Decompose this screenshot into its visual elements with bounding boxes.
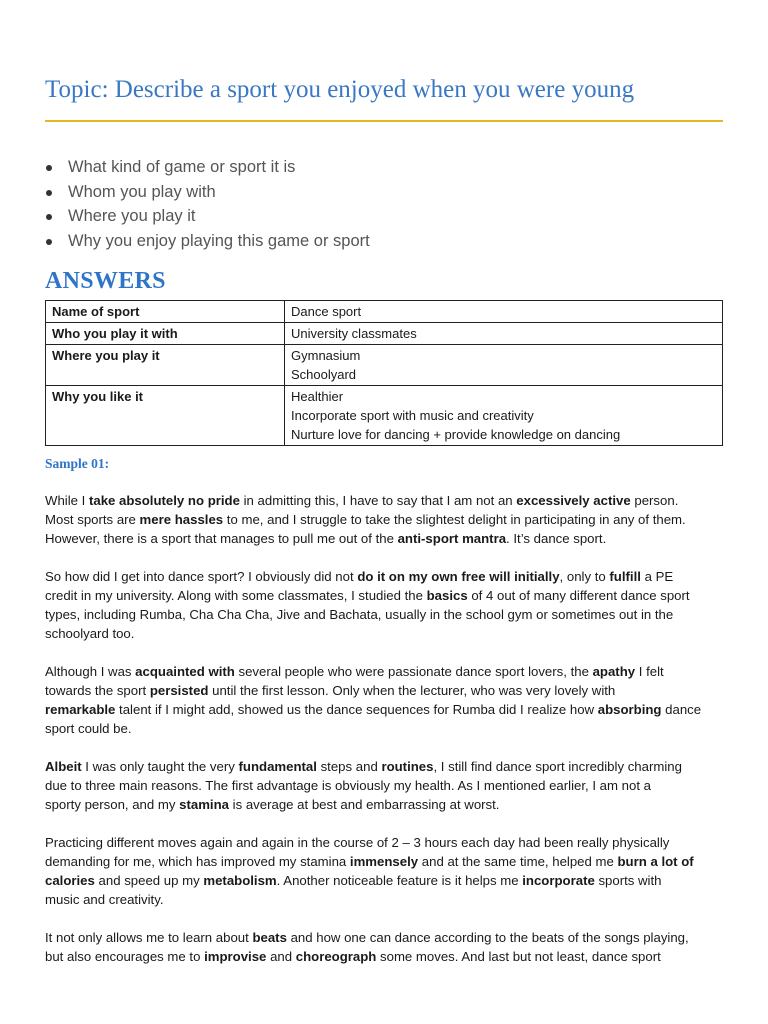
paragraph [45, 833, 735, 909]
bold-phrase: persisted [149, 683, 209, 698]
table-key: Name of sport [46, 301, 285, 323]
text-run: demanding for me, which has improved my stamina [45, 854, 350, 869]
bold-phrase: stamina [179, 797, 229, 812]
text-run: and speed up my [94, 873, 204, 888]
bold-phrase: remarkable [45, 702, 116, 717]
bold-phrase: do it on my own free will initially [357, 569, 560, 584]
bullet-icon [46, 214, 52, 220]
text-run: So how did I get into dance sport? I obviously did not [45, 569, 358, 584]
table-key: Who you play it with [46, 323, 285, 345]
bold-phrase: apathy [592, 664, 636, 679]
bold-phrase: beats [252, 930, 287, 945]
text-run: but also encourages me to [45, 949, 205, 964]
bullet-icon [46, 165, 52, 171]
text-run: sporty person, and my [45, 797, 180, 812]
bullet-icon [46, 190, 52, 196]
table-row [46, 323, 723, 345]
bold-phrase: mere hassles [139, 512, 224, 527]
text-run: until the first lesson. Only when the lecturer, who was very lovely with [208, 683, 616, 698]
text-run: some moves. And last but not least, dance sport [376, 949, 661, 964]
question-list [45, 155, 370, 253]
topic-title: Topic: Describe a sport you enjoyed when you were young [45, 76, 635, 103]
text-run: credit in my university. Along with some classmates, I studied the [45, 588, 427, 603]
list-item: Why you enjoy playing this game or sport [45, 229, 370, 254]
text-run: types, including Rumba, Cha Cha Cha, Jive and Bachata, usually in the school gym or sometimes out in the [45, 607, 674, 622]
bold-phrase: fundamental [238, 759, 317, 774]
paragraph [45, 928, 735, 966]
text-run: It not only allows me to learn about [45, 930, 253, 945]
text-run: to me, and I struggle to take the slightest delight in participating in any of them. [223, 512, 686, 527]
list-item: Where you play it [45, 204, 370, 229]
text-run: a PE [640, 569, 674, 584]
list-item: What kind of game or sport it is [45, 155, 370, 180]
paragraph [45, 567, 735, 643]
bold-phrase: choreograph [295, 949, 377, 964]
text-run: , only to [559, 569, 610, 584]
text-run: is average at best and embarrassing at worst. [228, 797, 500, 812]
bold-phrase: take absolutely no pride [88, 493, 240, 508]
text-run: I was only taught the very [81, 759, 239, 774]
text-run: due to three main reasons. The first advantage is obviously my health. As I mentioned earlier, I am not a [45, 778, 651, 793]
text-run: of 4 out of many different dance sport [467, 588, 690, 603]
text-run: dance [661, 702, 702, 717]
text-run: steps and [316, 759, 382, 774]
title-divider [45, 120, 723, 122]
sample-heading: Sample 01: [45, 456, 110, 471]
text-run: schoolyard too. [45, 626, 135, 641]
text-run: . Another noticeable feature is it helps me [276, 873, 523, 888]
bold-phrase: Albeit [45, 759, 82, 774]
paragraph [45, 662, 735, 738]
bold-phrase: improvise [204, 949, 267, 964]
bold-phrase: acquainted with [135, 664, 235, 679]
text-run: several people who were passionate dance sport lovers, the [234, 664, 593, 679]
text-run: person. [630, 493, 679, 508]
bold-phrase: calories [45, 873, 95, 888]
bullet-icon [46, 239, 52, 245]
text-run: and how one can dance according to the beats of the songs playing, [286, 930, 689, 945]
table-key: Where you play it [46, 345, 285, 386]
bold-phrase: excessively active [516, 493, 631, 508]
table-row [46, 345, 723, 386]
text-run: Practicing different moves again and again in the course of 2 – 3 hours each day had been really physically [45, 835, 670, 850]
bold-phrase: routines [381, 759, 434, 774]
answers-table [45, 300, 723, 446]
bold-phrase: basics [426, 588, 468, 603]
text-run: However, there is a sport that manages to pull me out of the [45, 531, 398, 546]
table-value: Dance sport [285, 301, 723, 323]
text-run: sport could be. [45, 721, 132, 736]
text-run: Most sports are [45, 512, 140, 527]
text-run: sports with [594, 873, 662, 888]
bold-phrase: anti-sport mantra [397, 531, 507, 546]
bold-phrase: burn a lot of [617, 854, 694, 869]
answers-heading: ANSWERS [45, 268, 166, 294]
text-run: , I still find dance sport incredibly charming [433, 759, 682, 774]
bold-phrase: immensely [349, 854, 419, 869]
text-run: in admitting this, I have to say that I am not an [239, 493, 517, 508]
table-value: University classmates [285, 323, 723, 345]
paragraph [45, 757, 735, 814]
table-row [46, 386, 723, 446]
table-value: Gymnasium Schoolyard [285, 345, 723, 386]
bold-phrase: incorporate [522, 873, 595, 888]
text-run: While I [45, 493, 89, 508]
bold-phrase: absorbing [597, 702, 662, 717]
paragraph [45, 491, 735, 548]
bold-phrase: fulfill [609, 569, 641, 584]
text-run: music and creativity. [45, 892, 164, 907]
table-value: Healthier Incorporate sport with music and creativity Nurture love for dancing + provide knowledge on dancing [285, 386, 723, 446]
table-row [46, 301, 723, 323]
text-run: talent if I might add, showed us the dance sequences for Rumba did I realize how [115, 702, 598, 717]
bold-phrase: metabolism [203, 873, 277, 888]
text-run: and [266, 949, 296, 964]
text-run: Although I was [45, 664, 136, 679]
text-run: and at the same time, helped me [418, 854, 618, 869]
list-item: Whom you play with [45, 180, 370, 205]
text-run: towards the sport [45, 683, 150, 698]
text-run: I felt [635, 664, 664, 679]
text-run: . It’s dance sport. [506, 531, 607, 546]
table-key: Why you like it [46, 386, 285, 446]
